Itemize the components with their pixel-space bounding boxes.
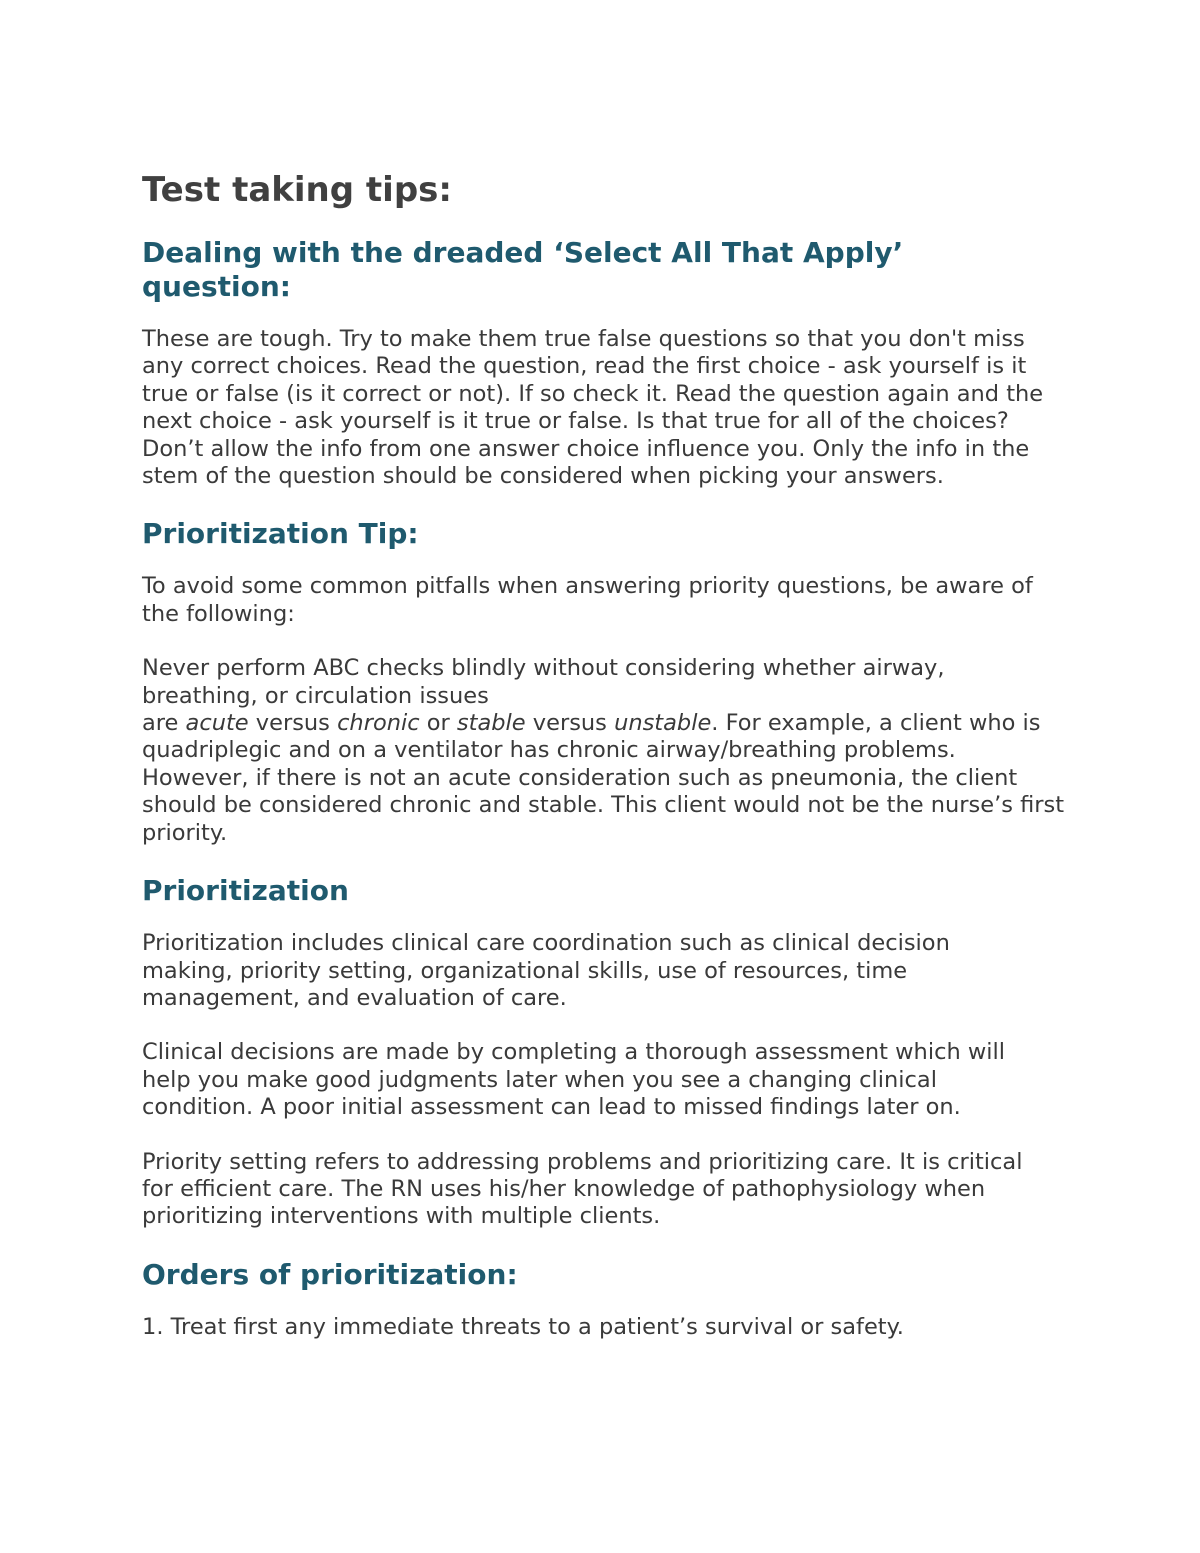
heading-prioritization: Prioritization xyxy=(142,874,349,908)
paragraph-sata-tips: These are tough. Try to make them true false questions so that you don't miss any correct choices. Read the question, read the first choice - ask yourself is it true or false (is it correct or not). If so check it. Read the question again and the next choice - ask yourself is it true or false. Is that true for all of the choices? Don’t allow the info from one answer choice influence you. Only the info in the stem of the question should be considered when picking your answers. xyxy=(142,326,1044,490)
paragraph-pitfalls-intro: To avoid some common pitfalls when answering priority questions, be aware of the following: xyxy=(142,573,1033,627)
paragraph-prioritization-definition: Prioritization includes clinical care coordination such as clinical decision making, priority setting, organizational skills, use of resources, time management, and evaluation of care. xyxy=(142,930,950,1011)
abc-are-text: are xyxy=(142,710,186,737)
list-item-order-1: 1. Treat first any immediate threats to a patient’s survival or safety. xyxy=(142,1313,904,1340)
abc-rest-text: . For example, a client who is quadriplegic and on a ventilator has chronic airway/breathing problems. However, if there is not an acute consideration such as pneumonia, the client should be considered chronic and stable. This client would not be the nurse’s first priority. xyxy=(142,710,1065,846)
abc-versus-text-1: versus xyxy=(248,710,338,737)
heading-prioritization-tip: Prioritization Tip: xyxy=(142,517,419,551)
document-title: Test taking tips: xyxy=(142,170,452,210)
abc-acute-text: acute xyxy=(185,710,249,737)
abc-intro-text: Never perform ABC checks blindly without considering whether airway, breathing, or circulation issues xyxy=(142,655,945,709)
abc-versus-text-2: versus xyxy=(525,710,615,737)
heading-select-all-that-apply: Dealing with the dreaded ‘Select All That Apply’ question: xyxy=(142,236,904,303)
paragraph-abc-checks xyxy=(142,655,1067,847)
abc-stable-text: stable xyxy=(456,710,526,737)
document-page xyxy=(142,168,1072,1368)
paragraph-clinical-decisions: Clinical decisions are made by completing a thorough assessment which will help you make good judgments later when you see a changing clinical condition. A poor initial assessment can lead to missed findings later on. xyxy=(142,1039,1006,1121)
abc-unstable-text: unstable xyxy=(614,710,712,737)
abc-or-text: or xyxy=(419,710,457,737)
paragraph-priority-setting: Priority setting refers to addressing problems and prioritizing care. It is critical for efficient care. The RN uses his/her knowledge of pathophysiology when prioritizing interventions with multiple clients. xyxy=(142,1148,1023,1230)
heading-orders-of-prioritization: Orders of prioritization: xyxy=(142,1257,518,1291)
abc-chronic-text: chronic xyxy=(337,710,420,737)
